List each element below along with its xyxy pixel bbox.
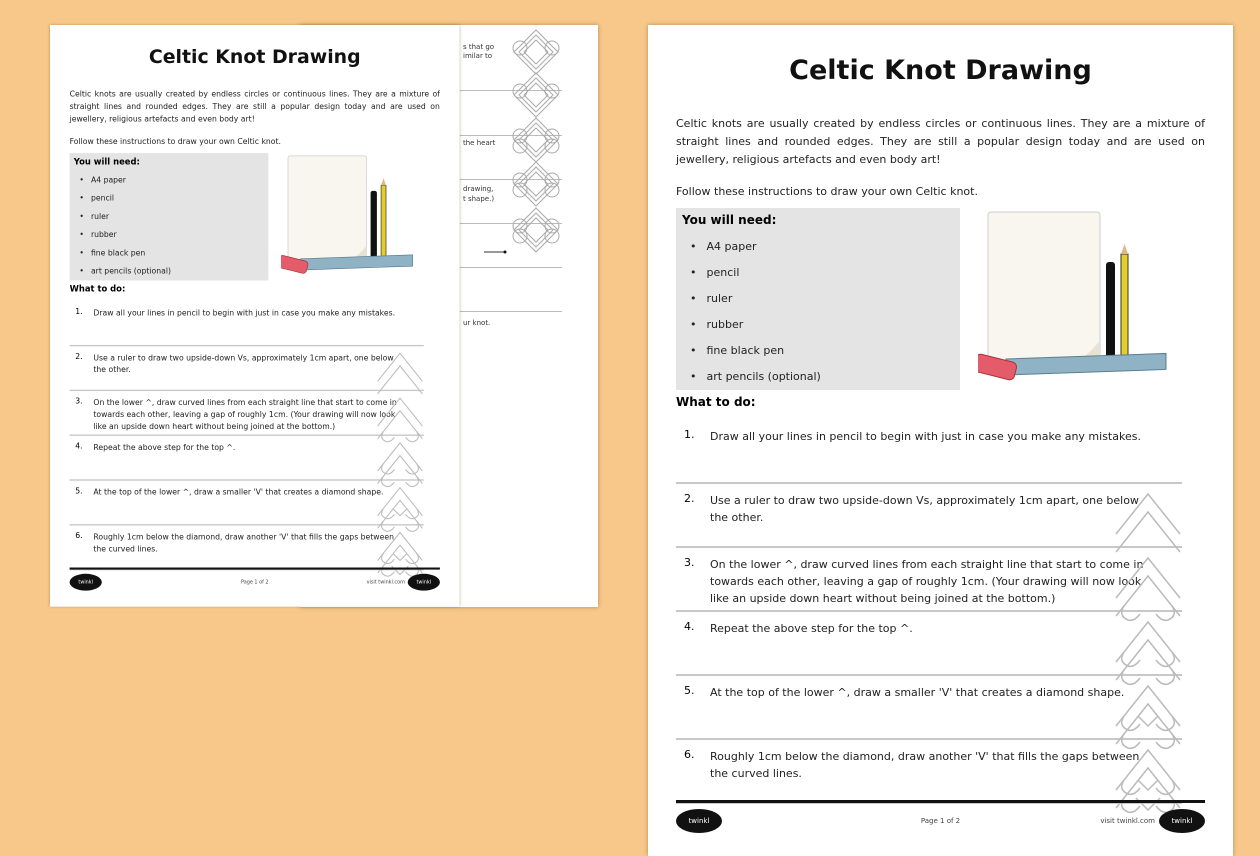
step-number: 1.: [75, 307, 83, 317]
back-snippet: drawing,: [463, 185, 494, 193]
intro-paragraph: Celtic knots are usually created by endless circles or continuous lines. They are a mixture of straight lines and rounded edges. They are still a popular design today and are used on jewellery, religious artefacts and even body art!: [69, 89, 440, 124]
instructions-lead: Follow these instructions to draw your own Celtic knot.: [69, 137, 281, 147]
step-text: Draw all your lines in pencil to begin with just in case you make any mistakes.: [710, 430, 1141, 443]
page-title: Celtic Knot Drawing: [148, 46, 361, 68]
steps-list: [676, 420, 1182, 804]
worksheet-page-left: [50, 25, 460, 607]
back-snippet: t shape.): [463, 195, 495, 203]
step-number: 5.: [684, 684, 695, 697]
list-item: • rubber: [79, 229, 171, 247]
site-link[interactable]: visit twinkl.com: [366, 579, 405, 585]
step-text: Use a ruler to draw two upside-down Vs, approximately 1cm apart, one below the other.: [710, 494, 1139, 524]
step-text: Repeat the above step for the top ^.: [710, 622, 913, 635]
back-snippet: ur knot.: [463, 319, 491, 327]
step-row: [676, 420, 1182, 484]
materials-list: [79, 174, 171, 283]
page-footer: [676, 800, 1205, 843]
steps-list: [70, 302, 424, 571]
intro-paragraph: Celtic knots are usually created by endless circles or continuous lines. They are a mixture of straight lines and rounded edges. They are still a popular design today and are used on jewellery, religious artefacts and even body art!: [676, 117, 1205, 166]
twinkl-logo: twinkl: [1159, 809, 1205, 833]
list-item: • fine black pen: [690, 342, 821, 368]
step-row: [676, 484, 1182, 548]
page-number: Page 1 of 2: [920, 817, 961, 825]
step-row: [70, 481, 424, 526]
step-text: Repeat the above step for the top ^.: [93, 442, 236, 452]
step-number: 6.: [75, 531, 83, 541]
knot-diagram: [513, 73, 559, 117]
materials-list: [690, 238, 821, 394]
step-text: At the top of the lower ^, draw a smaller 'V' that creates a diamond shape.: [710, 686, 1125, 699]
site-link[interactable]: visit twinkl.com: [1100, 817, 1155, 825]
back-snippet: s that go: [463, 43, 495, 51]
step-text: On the lower ^, draw curved lines from each straight line that start to come in towards each other, leaving a gap of roughly 1cm. (Your drawing will now look like an upside down heart without being joined at the bottom.): [710, 558, 1144, 605]
knot-diagram: [513, 208, 559, 252]
step-row: [676, 548, 1182, 612]
step-number: 5.: [75, 486, 83, 496]
step-number: 3.: [684, 556, 695, 569]
step-number: 3.: [75, 396, 83, 406]
materials-heading: You will need:: [682, 213, 777, 227]
step-row: [70, 391, 424, 436]
supplies-illustration: [978, 210, 1168, 390]
list-item: • pencil: [79, 192, 171, 210]
steps-heading: What to do:: [676, 395, 756, 409]
list-item: • art pencils (optional): [690, 368, 821, 394]
step-text: Use a ruler to draw two upside-down Vs, approximately 1cm apart, one below the other.: [93, 353, 394, 375]
step-row: [70, 526, 424, 571]
worksheet-page-right: [648, 25, 1233, 856]
step-row: [70, 302, 424, 347]
steps-heading: What to do:: [69, 284, 126, 294]
step-row: [70, 346, 424, 391]
knot-diagram: [513, 30, 559, 74]
supplies-illustration: [281, 155, 414, 281]
back-snippet: the heart: [463, 139, 496, 147]
materials-heading: You will need:: [73, 156, 140, 167]
step-number: 4.: [684, 620, 695, 633]
step-row: [676, 740, 1182, 804]
twinkl-logo: twinkl: [408, 574, 440, 591]
step-text: Draw all your lines in pencil to begin with just in case you make any mistakes.: [93, 308, 396, 318]
step-text: At the top of the lower ^, draw a smaller 'V' that creates a diamond shape.: [93, 487, 384, 497]
step-number: 2.: [684, 492, 695, 505]
materials-box: [676, 208, 960, 390]
step-text: Roughly 1cm below the diamond, draw another 'V' that fills the gaps between the curved lines.: [710, 750, 1140, 780]
list-item: • fine black pen: [79, 247, 171, 265]
list-item: • ruler: [690, 290, 821, 316]
step-text: On the lower ^, draw curved lines from each straight line that start to come in towards each other, leaving a gap of roughly 1cm. (Your drawing will now look like an upside down heart without being joined at the bottom.): [93, 398, 397, 431]
step-row: [70, 436, 424, 481]
step-row: [676, 612, 1182, 676]
materials-box: [70, 153, 269, 280]
step-number: 4.: [75, 441, 83, 451]
page-title: Celtic Knot Drawing: [789, 55, 1092, 86]
list-item: • rubber: [690, 316, 821, 342]
list-item: • ruler: [79, 211, 171, 229]
step-text: Roughly 1cm below the diamond, draw another 'V' that fills the gaps between the curved lines.: [93, 532, 394, 554]
step-number: 6.: [684, 748, 695, 761]
step-row: [676, 676, 1182, 740]
knot-diagram: [513, 162, 559, 206]
back-snippet: imilar to: [463, 52, 493, 60]
list-item: • A4 paper: [690, 238, 821, 264]
twinkl-logo: twinkl: [70, 574, 102, 591]
knot-diagram: [513, 118, 559, 162]
twinkl-logo: twinkl: [676, 809, 722, 833]
instructions-lead: Follow these instructions to draw your own Celtic knot.: [676, 185, 978, 198]
step-number: 1.: [684, 428, 695, 441]
page-number: Page 1 of 2: [241, 579, 269, 585]
list-item: • pencil: [690, 264, 821, 290]
page-footer: [70, 568, 440, 598]
list-item: • art pencils (optional): [79, 265, 171, 283]
list-item: • A4 paper: [79, 174, 171, 192]
step-number: 2.: [75, 351, 83, 361]
